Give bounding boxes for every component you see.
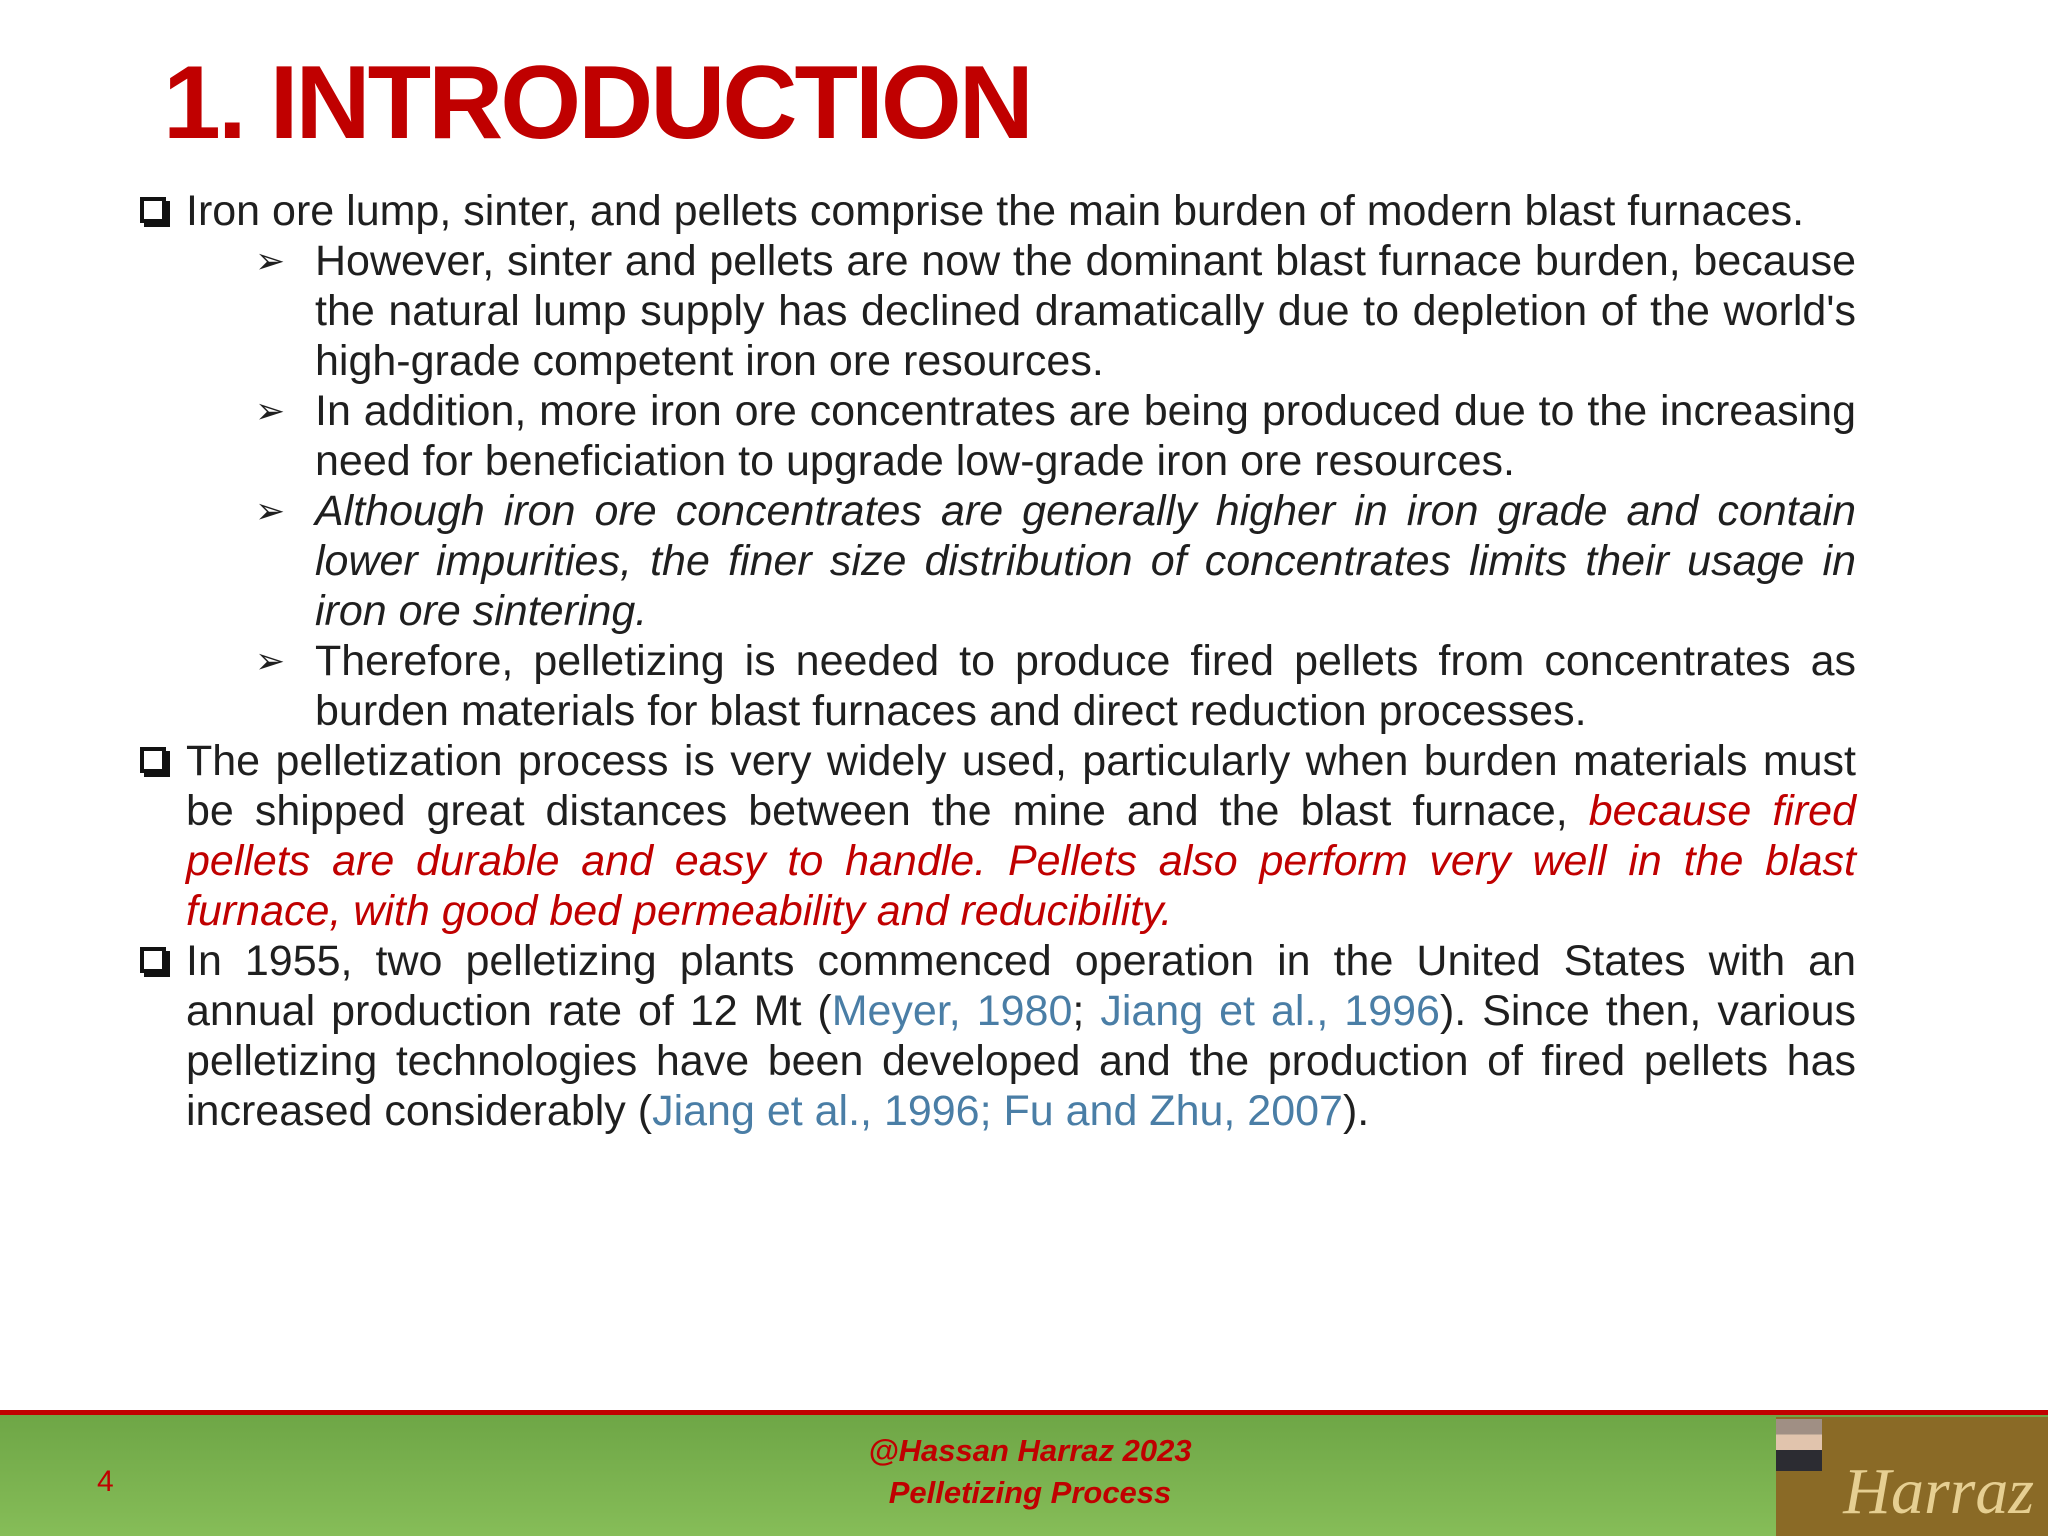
checkbox-bullet-icon (140, 197, 166, 223)
author-photo (1776, 1419, 1822, 1471)
citation-separator: ; (1072, 987, 1101, 1035)
arrow-bullet-icon: ➢ (255, 240, 286, 281)
sub-bullet-text: Therefore, pelletizing is needed to produce fired pellets from concentrates as burden materials for blast furnaces and direct reduction processes. (315, 637, 1856, 735)
sub-bullet-item (255, 236, 1856, 386)
page-title: 1. INTRODUCTION (163, 45, 1031, 161)
sub-bullet-item (255, 386, 1856, 486)
arrow-bullet-icon: ➢ (255, 390, 286, 431)
bullet-text: Iron ore lump, sinter, and pellets comprise the main burden of modern blast furnaces. (186, 187, 1805, 235)
arrow-bullet-icon: ➢ (255, 490, 286, 531)
footer-topic: Pelletizing Process (888, 1475, 1172, 1510)
emphasis-text: because fired pellets are durable and easy to handle. Pellets also perform very well in the blast furnace, with good bed permeability and reducibility. (186, 787, 1856, 935)
logo-signature: Harraz (1843, 1455, 2034, 1528)
citation-link[interactable]: Jiang et al., 1996 (1100, 987, 1440, 1035)
footer-caption (830, 1430, 1230, 1514)
citation-link[interactable]: Jiang et al., 1996; Fu and Zhu, 2007 (652, 1087, 1343, 1135)
sub-bullet-text: However, sinter and pellets are now the dominant blast furnace burden, because the natural lump supply has declined dramatically due to depletion of the world's high-grade competent iron ore resources. (315, 237, 1856, 385)
bullet-text (186, 736, 1856, 936)
sub-bullet-text: In addition, more iron ore concentrates are being produced due to the increasing need for beneficiation to upgrade low-grade iron ore resources. (315, 387, 1856, 485)
slide-content (140, 186, 1856, 1136)
bullet-text-plain: ). (1342, 1087, 1370, 1135)
sub-bullet-text-italic: Although iron ore concentrates are generally higher in iron grade and contain lower impurities, the finer size distribution of concentrates limits their usage in iron ore sintering. (315, 487, 1856, 635)
footer-author: @Hassan Harraz 2023 (868, 1433, 1192, 1468)
checkbox-bullet-icon (140, 947, 166, 973)
page-number: 4 (97, 1465, 114, 1498)
bullet-item (140, 186, 1856, 236)
bullet-text-plain: In 1955, two pelletizing plants commenced operation in the United States with an annual production rate of 12 Mt ( (186, 937, 1856, 1035)
bullet-text-plain: ). Since then, various pelletizing technologies have been developed and the production of fired pellets has increased considerably ( (186, 987, 1856, 1135)
bullet-item (140, 936, 1856, 1136)
arrow-bullet-icon: ➢ (255, 640, 286, 681)
bullet-text-plain: The pelletization process is very widely used, particularly when burden materials must be shipped great distances between the mine and the blast furnace, (186, 737, 1856, 835)
sub-bullet-item (255, 636, 1856, 736)
author-logo (1776, 1417, 2048, 1536)
bullet-text (186, 936, 1856, 1136)
sub-bullet-item (255, 486, 1856, 636)
bullet-item (140, 736, 1856, 936)
citation-link[interactable]: Meyer, 1980 (831, 987, 1073, 1035)
checkbox-bullet-icon (140, 747, 166, 773)
